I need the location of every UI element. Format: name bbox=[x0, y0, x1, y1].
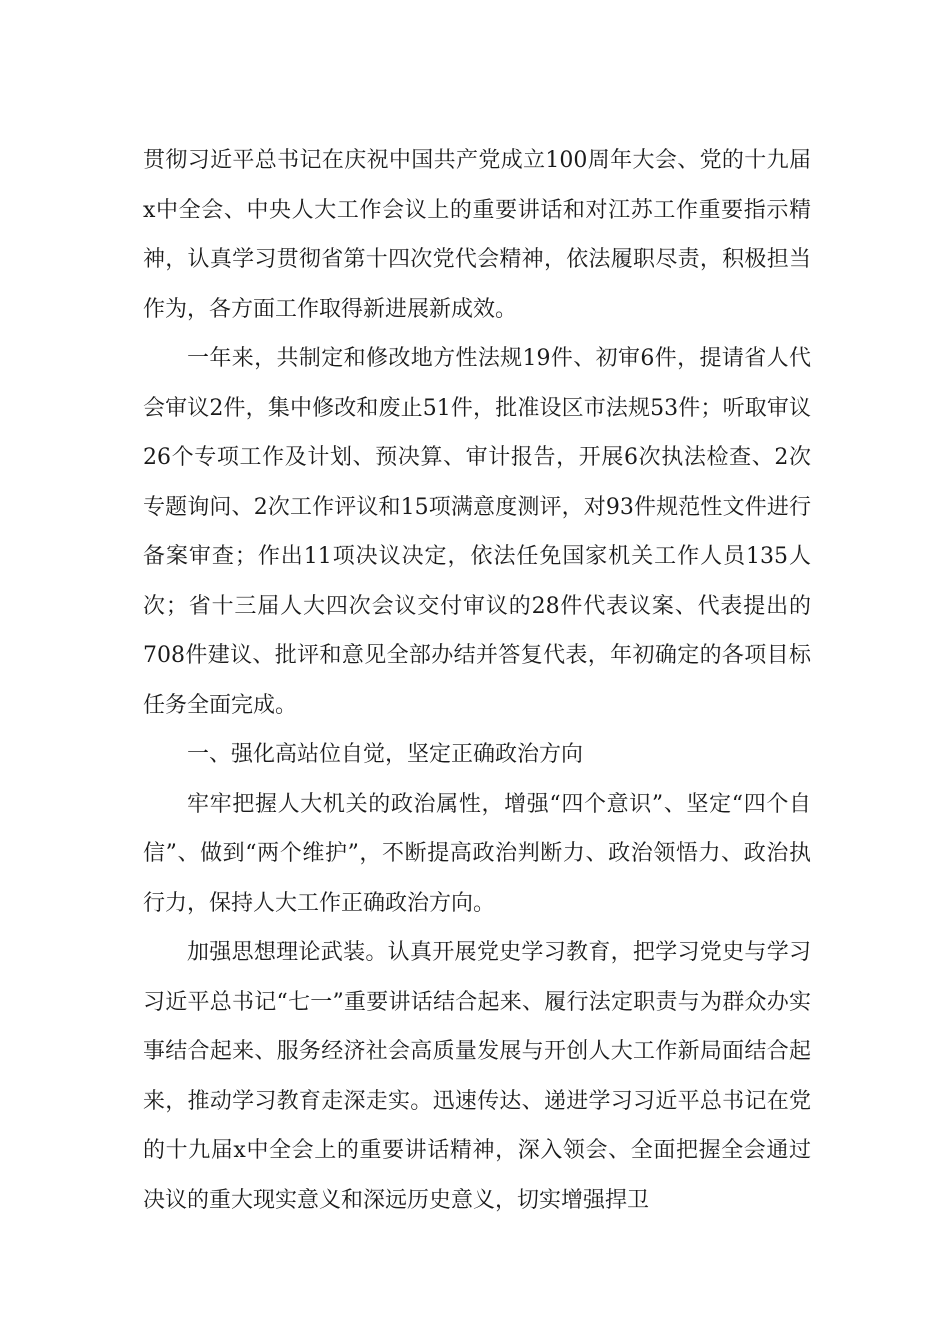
paragraph-political-direction: 牢牢把握人大机关的政治属性，增强“四个意识”、坚定“四个自信”、做到“两个维护”，不断提高政治判断力、政治领悟力、政治执行力，保持人大工作正确政治方向。 bbox=[143, 791, 811, 916]
paragraph-summary: 一年来，共制定和修改地方性法规19件、初审6件，提请省人代会审议2件，集中修改和废止51件，批准设区市法规53件；听取审议26个专项工作及计划、预决算、审计报告，开展6次执法检查、2次专题询问、2次工作评议和15项满意度测评，对93件规范性文件进行备案审查；作出11项决议决定，依法任免国家机关工作人员135人次；省十三届人大四次会议交付审议的28件代表议案、代表提出的708件建议、批评和意见全部办结并答复代表，年初确定的各项目标任务全面完成。 bbox=[143, 346, 811, 718]
paragraph-theory-study: 加强思想理论武装。认真开展党史学习教育，把学习党史与学习习近平总书记“七一”重要讲话结合起来、履行法定职责与为群众办实事结合起来、服务经济社会高质量发展与开创人大工作新局面结合起来，推动学习教育走深走实。迅速传达、递进学习习近平总书记在党的十九届x中全会上的重要讲话精神，深入领会、全面把握全会通过决议的重大现实意义和深远历史意义，切实增强捍卫 bbox=[143, 940, 811, 1213]
document-page bbox=[143, 136, 811, 1225]
section-heading: 一、强化高站位自觉，坚定正确政治方向 bbox=[187, 742, 584, 767]
paragraph-intro: 贯彻习近平总书记在庆祝中国共产党成立100周年大会、党的十九届x中全会、中央人大工作会议上的重要讲话和对江苏工作重要指示精神，认真学习贯彻省第十四次党代会精神，依法履职尽责，积极担当作为，各方面工作取得新进展新成效。 bbox=[143, 148, 811, 322]
